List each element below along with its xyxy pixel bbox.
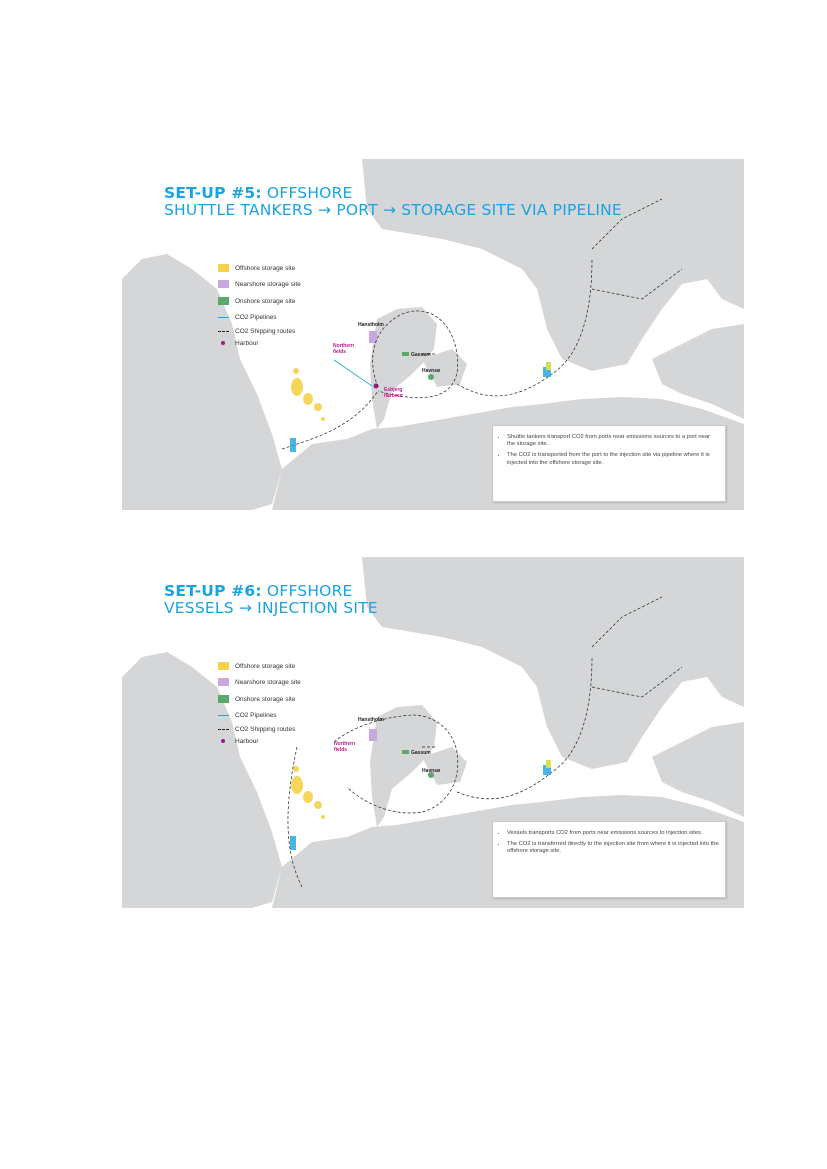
info-bullet: • Shuttle tankers transport CO2 from ports near emissions sources to a port near the storage site. [507, 434, 719, 448]
panel-title [164, 583, 378, 617]
info-bullet: • Vessels transports CO2 from ports near emissions sources to injection sites. [507, 830, 719, 837]
label-esbjerg-harbour: Esbjerg harbour [384, 387, 403, 399]
legend-offshore: Offshore storage site [218, 263, 368, 273]
title-setup-number: SET-UP #6: [164, 582, 262, 600]
legend-pipelines: CO2 Pipelines [218, 312, 368, 322]
label-northern-fields: Northern fields [333, 343, 355, 355]
title-category: OFFSHORE [261, 582, 353, 600]
legend-shipping: CO2 Shipping routes [218, 326, 368, 336]
label-northern-fields: Northern fields [334, 741, 356, 753]
info-bullet: • The CO2 is transferred directly to the injection site from where it is injected into the offshore storage site. [507, 841, 719, 855]
map-panel-setup-6 [122, 557, 744, 908]
map-panel-setup-5 [122, 159, 744, 510]
label-havnso: Havnsø [422, 368, 441, 374]
legend-onshore: Onshore storage site [218, 694, 368, 704]
legend-nearshore: Nearshore storage site [218, 677, 368, 687]
label-hanstholm: Hanstholm [358, 717, 384, 723]
label-havnso: Havnsø [422, 768, 441, 774]
legend-pipelines: CO2 Pipelines [218, 710, 368, 720]
legend-harbour: Harbour [218, 736, 368, 746]
info-bullet: • The CO2 is transported from the port to the injection site via pipeline where it is injected into the offshore storage site. [507, 452, 719, 466]
title-category: OFFSHORE [261, 184, 353, 202]
info-box [492, 425, 726, 502]
info-box [492, 821, 726, 898]
legend-harbour: Harbour [218, 338, 368, 348]
label-gassum: Gassum [411, 750, 431, 756]
panel-title [164, 185, 622, 219]
legend-shipping: CO2 Shipping routes [218, 724, 368, 734]
title-setup-number: SET-UP #5: [164, 184, 262, 202]
label-hanstholm: Hanstholm [358, 322, 384, 328]
label-gassum: Gassum [411, 352, 431, 358]
legend-nearshore: Nearshore storage site [218, 279, 368, 289]
legend-offshore: Offshore storage site [218, 661, 368, 671]
title-subtitle: VESSELS → INJECTION SITE [164, 599, 378, 617]
legend-onshore: Onshore storage site [218, 296, 368, 306]
title-subtitle: SHUTTLE TANKERS → PORT → STORAGE SITE VIA PIPELINE [164, 201, 622, 219]
